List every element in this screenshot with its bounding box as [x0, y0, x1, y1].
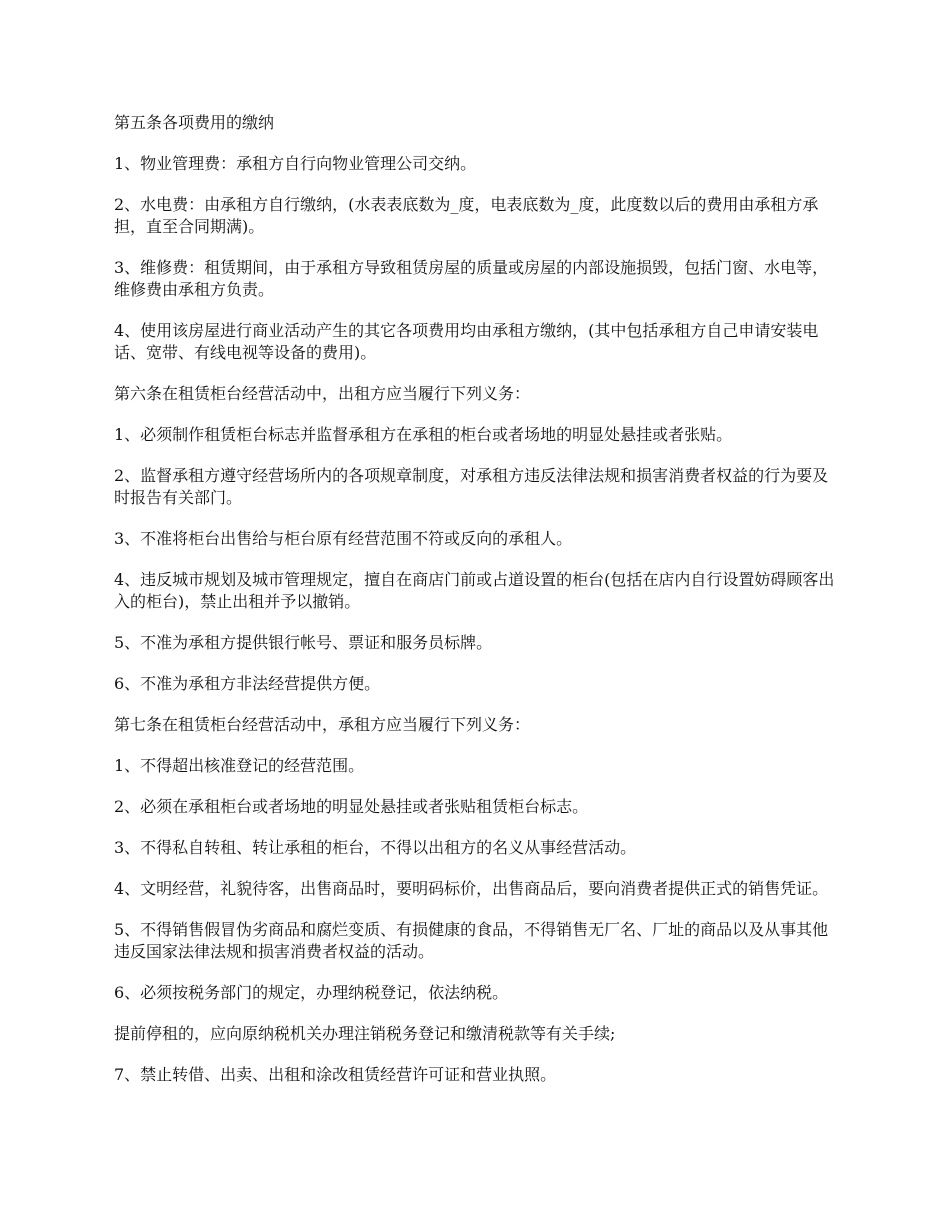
paragraph: 5、不准为承租方提供银行帐号、票证和服务员标牌。: [114, 633, 493, 652]
paragraph: 2、水电费：由承租方自行缴纳，(水表表底数为_度，电表底数为_度，此度数以后的费用由承租方承担，直至合同期满)。: [114, 195, 819, 236]
paragraph: 1、物业管理费：承租方自行向物业管理公司交纳。: [114, 154, 477, 173]
paragraph: 4、违反城市规划及城市管理规定，擅自在商店门前或占道设置的柜台(包括在店内自行设置妨碍顾客出入的柜台)，禁止出租并予以撤销。: [114, 570, 835, 611]
paragraph: 5、不得销售假冒伪劣商品和腐烂变质、有损健康的食品，不得销售无厂名、厂址的商品以及从事其他违反国家法律法规和损害消费者权益的活动。: [114, 920, 829, 961]
section-heading-article-6: 第六条在租赁柜台经营活动中，出租方应当履行下列义务：: [114, 384, 531, 403]
paragraph: 3、维修费：租赁期间，由于承租方导致租赁房屋的质量或房屋的内部设施损毁，包括门窗、水电等，维修费由承租方负责。: [114, 258, 829, 299]
document-body: [114, 112, 838, 1105]
paragraph: 提前停租的，应向原纳税机关办理注销税务登记和缴清税款等有关手续;: [114, 1024, 616, 1043]
paragraph: 2、监督承租方遵守经营场所内的各项规章制度，对承租方违反法律法规和损害消费者权益的行为要及时报告有关部门。: [114, 466, 829, 507]
paragraph: 4、文明经营，礼貌待客，出售商品时，要明码标价，出售商品后，要向消费者提供正式的销售凭证。: [114, 879, 829, 898]
paragraph: 3、不得私自转租、转让承租的柜台，不得以出租方的名义从事经营活动。: [114, 838, 637, 857]
paragraph: 7、禁止转借、出卖、出租和涂改租赁经营许可证和营业执照。: [114, 1065, 557, 1084]
paragraph: 2、必须在承租柜台或者场地的明显处悬挂或者张贴租赁柜台标志。: [114, 797, 589, 816]
paragraph: 1、不得超出核准登记的经营范围。: [114, 756, 365, 775]
section-heading-article-5: 第五条各项费用的缴纳: [114, 113, 275, 132]
paragraph: 6、不准为承租方非法经营提供方便。: [114, 674, 381, 693]
paragraph: 3、不准将柜台出售给与柜台原有经营范围不符或反向的承租人。: [114, 529, 573, 548]
section-heading-article-7: 第七条在租赁柜台经营活动中，承租方应当履行下列义务：: [114, 715, 531, 734]
paragraph: 4、使用该房屋进行商业活动产生的其它各项费用均由承租方缴纳，(其中包括承租方自己申请安装电话、宽带、有线电视等设备的费用)。: [114, 321, 819, 362]
paragraph: 6、必须按税务部门的规定，办理纳税登记，依法纳税。: [114, 983, 509, 1002]
paragraph: 1、必须制作租赁柜台标志并监督承租方在承租的柜台或者场地的明显处悬挂或者张贴。: [114, 425, 733, 444]
